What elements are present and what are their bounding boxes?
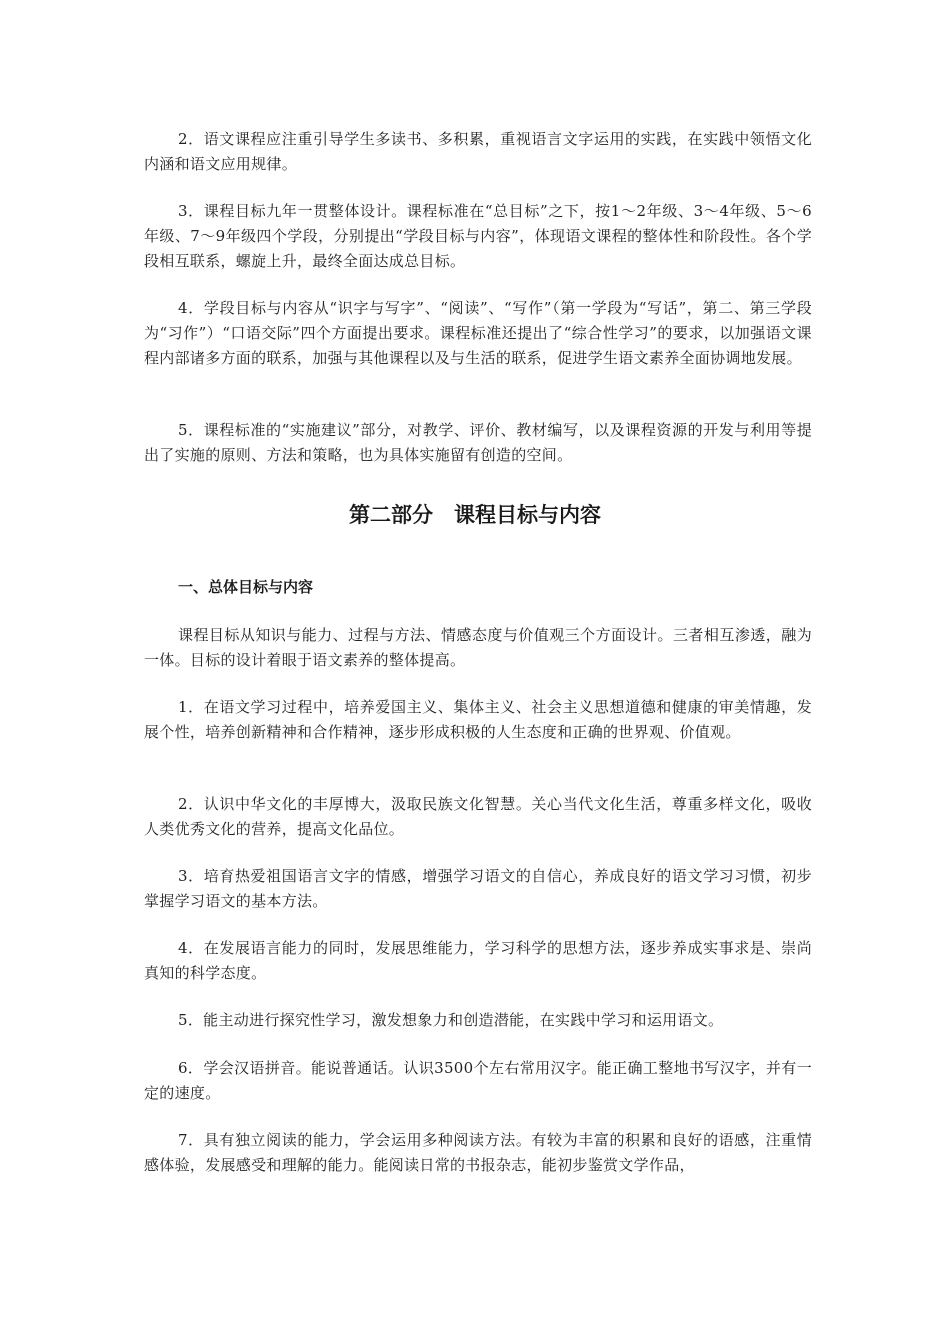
- paragraph-goal-1: 1．在语文学习过程中，培养爱国主义、集体主义、社会主义思想道德和健康的审美情趣，发展个性，培养创新精神和合作精神，逐步形成积极的人生态度和正确的世界观、价值观。: [144, 698, 812, 741]
- paragraph-principle-5: 5．课程标准的“实施建议”部分，对教学、评价、教材编写，以及课程资源的开发与利用等提出了实施的原则、方法和策略，也为具体实施留有创造的空间。: [144, 421, 812, 464]
- paragraph-goal-5: 5．能主动进行探究性学习，激发想象力和创造潜能，在实践中学习和运用语文。: [178, 1011, 724, 1029]
- part-title: 第二部分 课程目标与内容: [349, 503, 601, 527]
- paragraph-principle-4: 4．学段目标与内容从“识字与写字”、“阅读”、“写作”（第一学段为“写话”，第二、第三学段为“习作”）“口语交际”四个方面提出要求。课程标准还提出了“综合性学习”的要求，以加强语文课程内部诸多方面的联系，加强与其他课程以及与生活的联系，促进学生语文素养全面协调地发展。: [144, 299, 812, 367]
- paragraph-goal-4: 4．在发展语言能力的同时，发展思维能力，学习科学的思想方法，逐步养成实事求是、崇尚真知的科学态度。: [144, 939, 812, 982]
- paragraph-goal-6: 6．学会汉语拼音。能说普通话。认识3500个左右常用汉字。能正确工整地书写汉字，并有一定的速度。: [144, 1059, 812, 1102]
- section-heading: 一、总体目标与内容: [178, 578, 314, 596]
- paragraph-intro: 课程目标从知识与能力、过程与方法、情感态度与价值观三个方面设计。三者相互渗透，融为一体。目标的设计着眼于语文素养的整体提高。: [144, 626, 812, 669]
- paragraph-principle-3: 3．课程目标九年一贯整体设计。课程标准在“总目标”之下，按1～2年级、3～4年级、5～6年级、7～9年级四个学段，分别提出“学段目标与内容”，体现语文课程的整体性和阶段性。各个学段相互联系，螺旋上升，最终全面达成总目标。: [144, 202, 812, 270]
- paragraph-goal-2: 2．认识中华文化的丰厚博大，汲取民族文化智慧。关心当代文化生活，尊重多样文化，吸收人类优秀文化的营养，提高文化品位。: [144, 795, 812, 838]
- paragraph-goal-3: 3．培育热爱祖国语言文字的情感，增强学习语文的自信心，养成良好的语文学习习惯，初步掌握学习语文的基本方法。: [144, 867, 812, 910]
- paragraph-principle-2: 2．语文课程应注重引导学生多读书、多积累，重视语言文字运用的实践，在实践中领悟文化内涵和语文应用规律。: [144, 130, 812, 173]
- paragraph-goal-7: 7．具有独立阅读的能力，学会运用多种阅读方法。有较为丰富的积累和良好的语感，注重情感体验，发展感受和理解的能力。能阅读日常的书报杂志，能初步鉴赏文学作品，: [144, 1131, 812, 1174]
